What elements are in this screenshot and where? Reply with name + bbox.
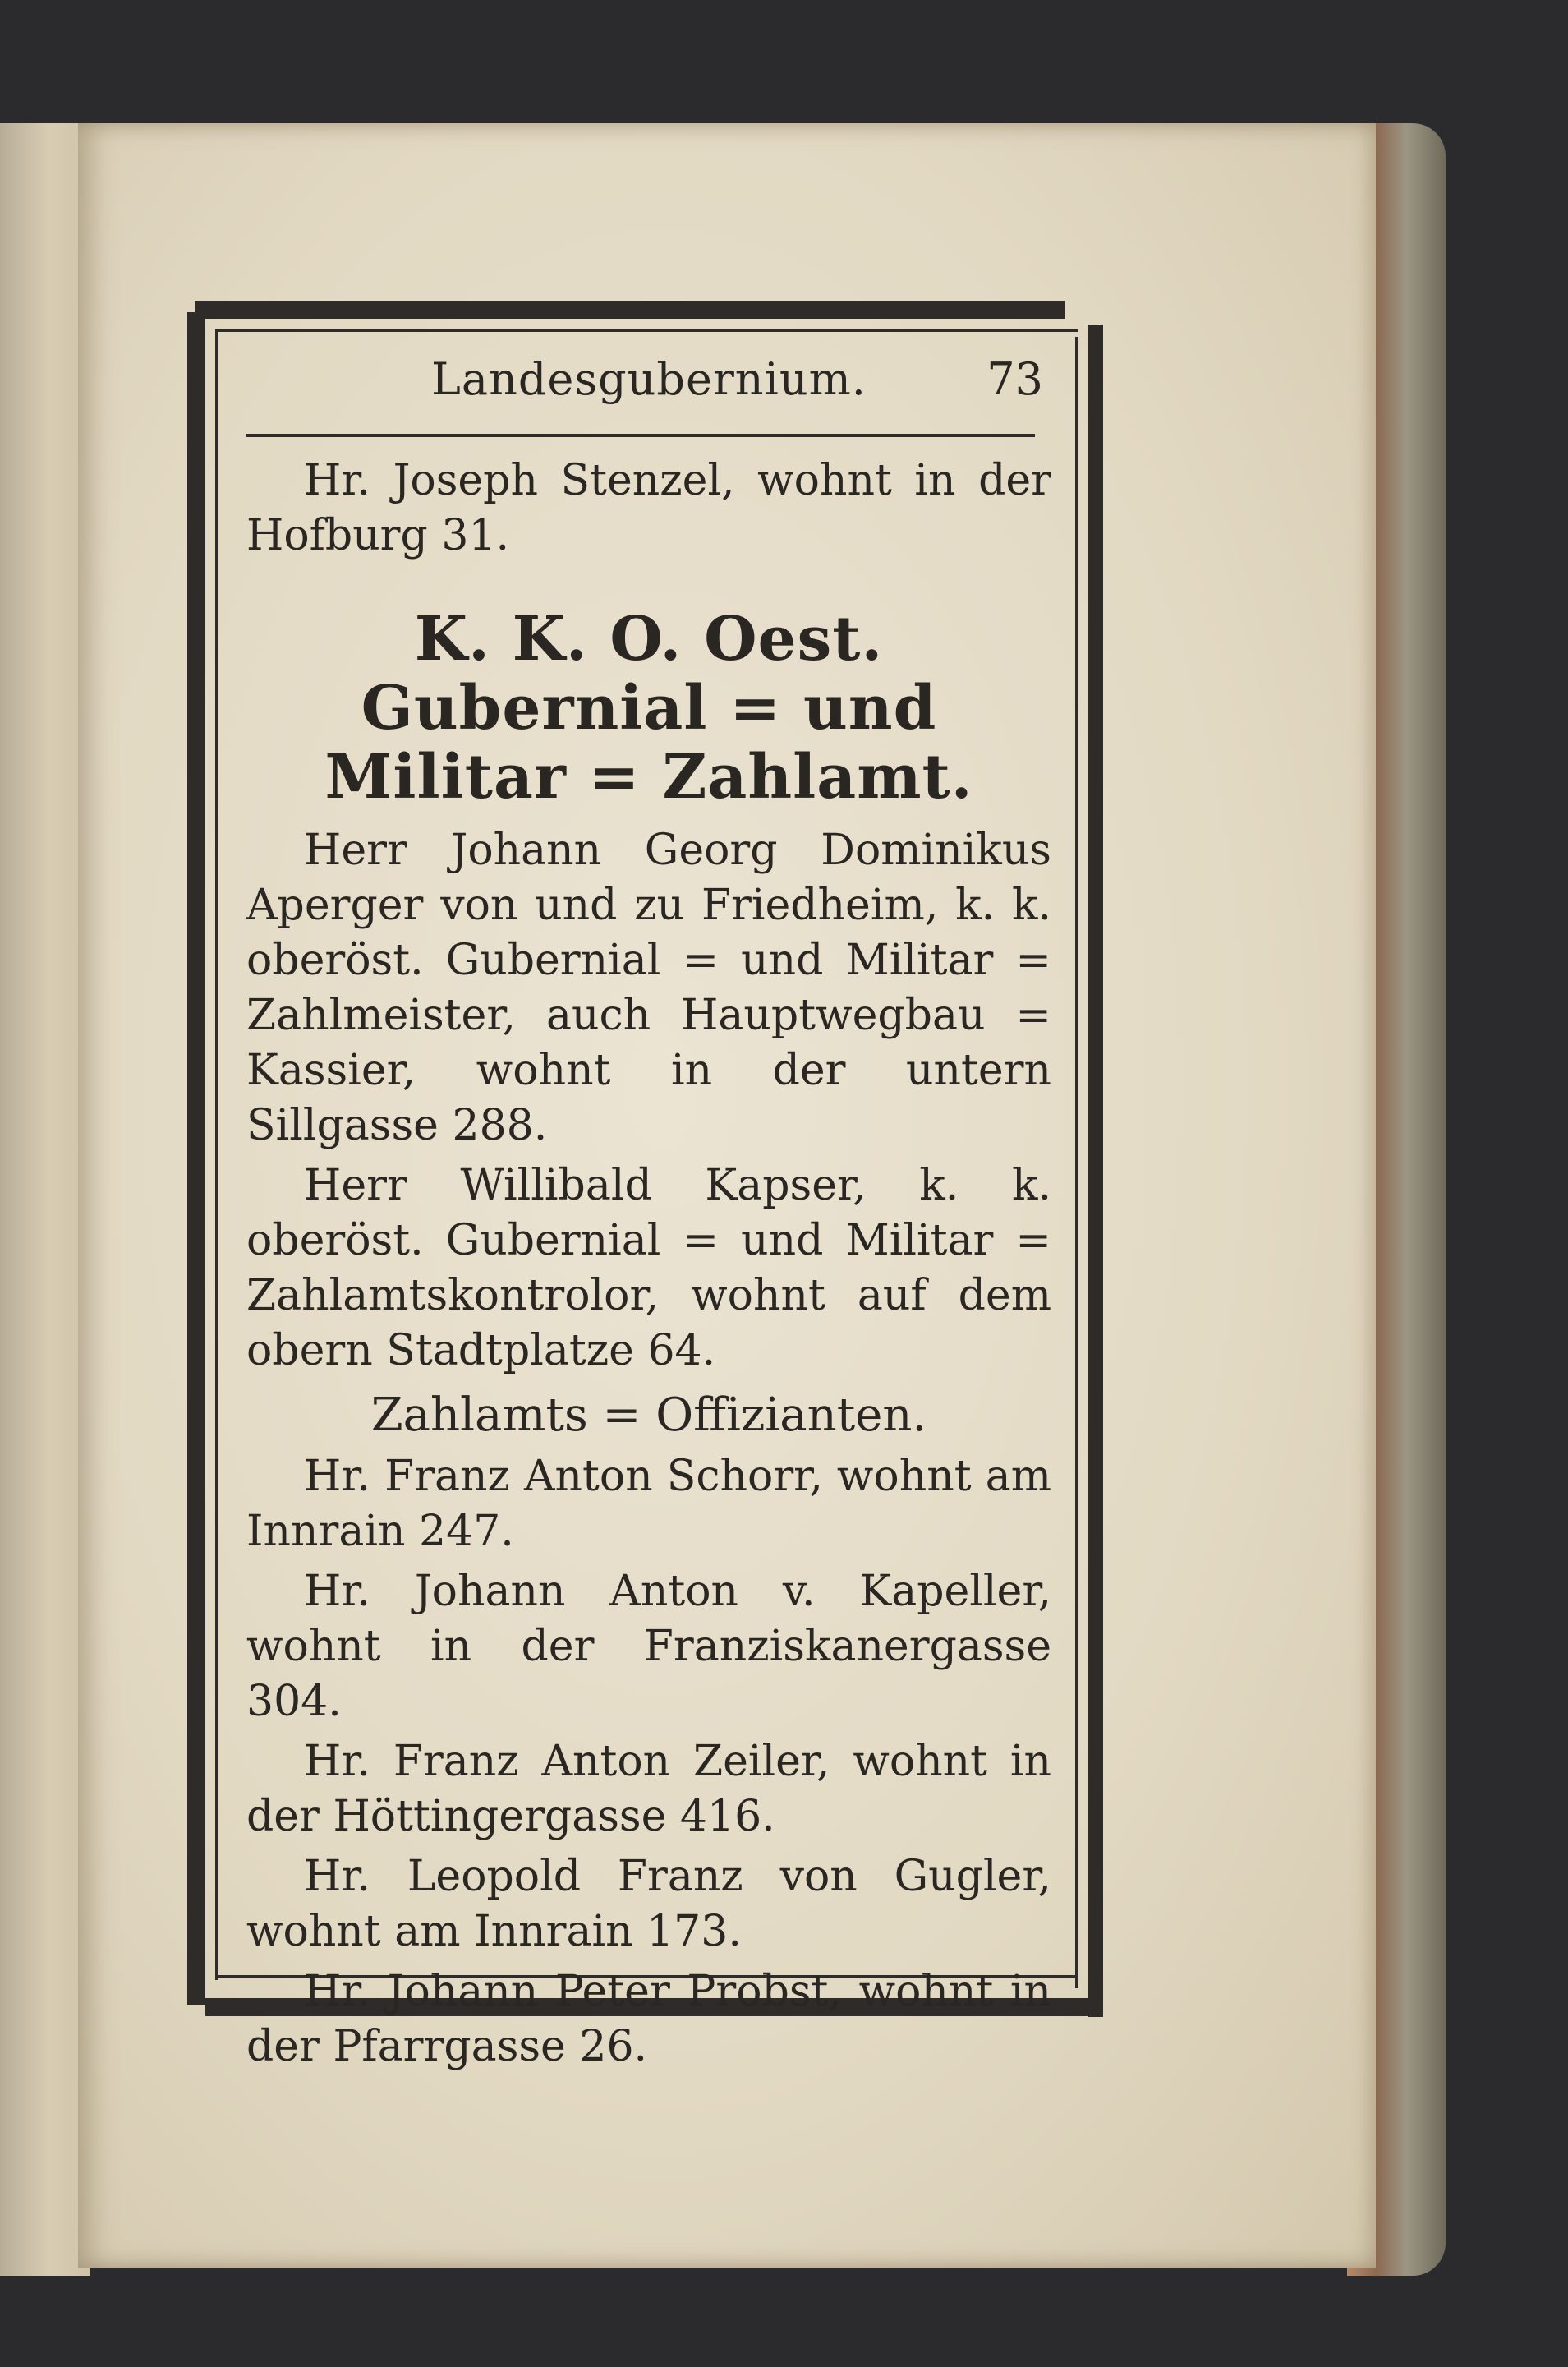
frame-top-border [195, 301, 1065, 319]
entry-aperger: Herr Johann Georg Dominikus Aperger von und zu Friedheim, k. k. oberöst. Gubernial = und Militar = Zahlmeister, auch Hauptwegbau = Kassier, wohnt in der untern Sillgasse 288. [246, 826, 1051, 1150]
entry-zeiler: Hr. Franz Anton Zeiler, wohnt in der Höttingergasse 416. [246, 1737, 1051, 1841]
entry-schorr: Hr. Franz Anton Schorr, wohnt am Innrain 247. [246, 1452, 1051, 1556]
subsection-title: Zahlamts = Offizianten. [370, 1388, 927, 1442]
frame-inner-right-rule [1075, 337, 1078, 1988]
running-head: Landesgubernium. [431, 353, 867, 405]
header-rule [246, 434, 1035, 437]
frame-right-border [1088, 325, 1103, 2017]
section-title: K. K. O. Oest. Gubernial = und Militar = Zahlamt. [324, 604, 973, 813]
frame-inner-top-rule [215, 329, 1078, 332]
facing-page-edge [0, 123, 90, 2276]
entry-kapeller: Hr. Johann Anton v. Kapeller, wohnt in der Franziskanergasse 304. [246, 1567, 1051, 1726]
entry-kapser: Herr Willibald Kapser, k. k. oberöst. Gubernial = und Militar = Zahlamtskontrolor, wohnt auf dem obern Stadtplatze 64. [246, 1161, 1051, 1375]
frame-left-border [187, 312, 205, 2005]
page-content [246, 353, 1051, 2071]
entry-stenzel: Hr. Joseph Stenzel, wohnt in der Hofburg 31. [246, 456, 1051, 560]
frame-inner-left-rule [215, 329, 218, 1980]
page-number: 73 [986, 353, 1043, 405]
entry-gugler: Hr. Leopold Franz von Gugler, wohnt am Innrain 173. [246, 1852, 1051, 1956]
entry-probst: Hr. Johann Peter Probst, wohnt in der Pfarrgasse 26. [246, 1967, 1051, 2071]
page-header [246, 353, 1051, 411]
